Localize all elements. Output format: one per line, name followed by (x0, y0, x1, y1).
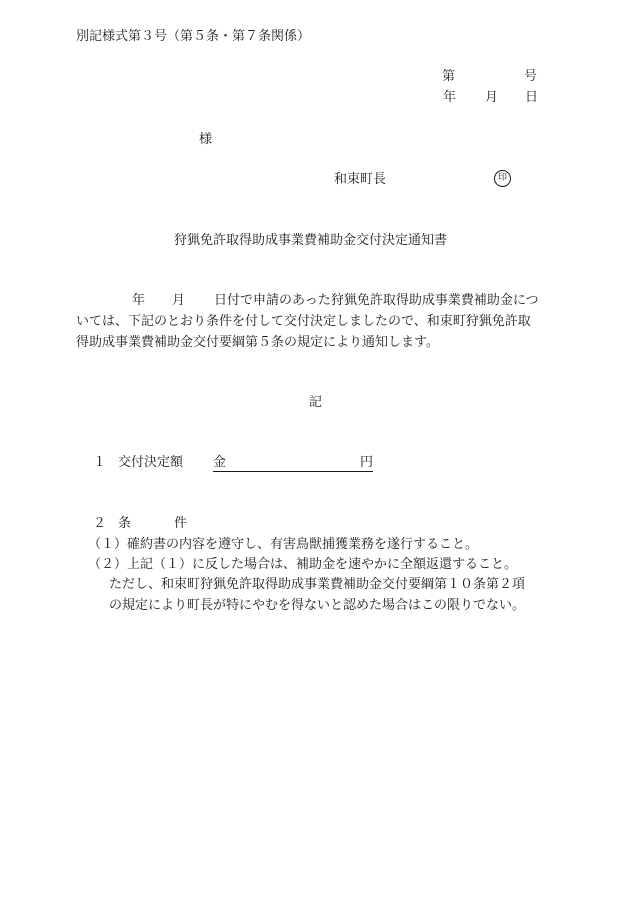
date-month-label: 月 (485, 90, 499, 105)
condition-2: （２）上記（１）に反した場合は、補助金を速やかに全額返還すること。 (88, 557, 518, 572)
item1-label: 交付決定額 (118, 455, 184, 470)
date-year-label: 年 (443, 90, 457, 105)
item1-number: １ (93, 455, 107, 470)
condition-1: （１）確約書の内容を遵守し、有害鳥獣捕獲業務を遂行すること。 (88, 537, 479, 552)
body-line-1-text: 日付で申請のあった狩猟免許取得助成事業費補助金につ (214, 293, 539, 308)
form-number: 別記様式第３号（第５条・第７条関係） (76, 29, 311, 44)
issuer-title: 和束町長 (334, 172, 387, 187)
doc-number-label: 第 (442, 69, 456, 84)
item2-number: ２ (93, 516, 107, 531)
date-day-label: 日 (525, 90, 539, 105)
item2-label-part2: 件 (174, 516, 188, 531)
body-line-3: 得助成事業費補助金交付要綱第５条の規定により通知します。 (76, 335, 439, 350)
body-year-label: 年 (132, 293, 146, 308)
body-month-label: 月 (172, 293, 186, 308)
grant-amount-field (213, 455, 373, 472)
document-title: 狩猟免許取得助成事業費補助金交付決定通知書 (174, 233, 448, 248)
amount-prefix: 金 (213, 455, 227, 470)
body-line-2: いては、下記のとおり条件を付して交付決定しましたので、和束町狩猟免許取 (76, 314, 531, 329)
condition-2-proviso-line-2: の規定により町長が特にやむを得ないと認めた場合はこの限りでない。 (109, 598, 526, 613)
doc-number-suffix: 号 (524, 69, 538, 84)
note-marker: 記 (309, 395, 323, 410)
addressee-honorific: 様 (199, 132, 213, 147)
condition-2-proviso-line-1: ただし、和束町狩猟免許取得助成事業費補助金交付要綱第１０条第２項 (109, 577, 526, 592)
amount-unit: 円 (359, 455, 373, 470)
seal-icon: 印 (494, 170, 511, 187)
item2-label-part1: 条 (118, 516, 132, 531)
